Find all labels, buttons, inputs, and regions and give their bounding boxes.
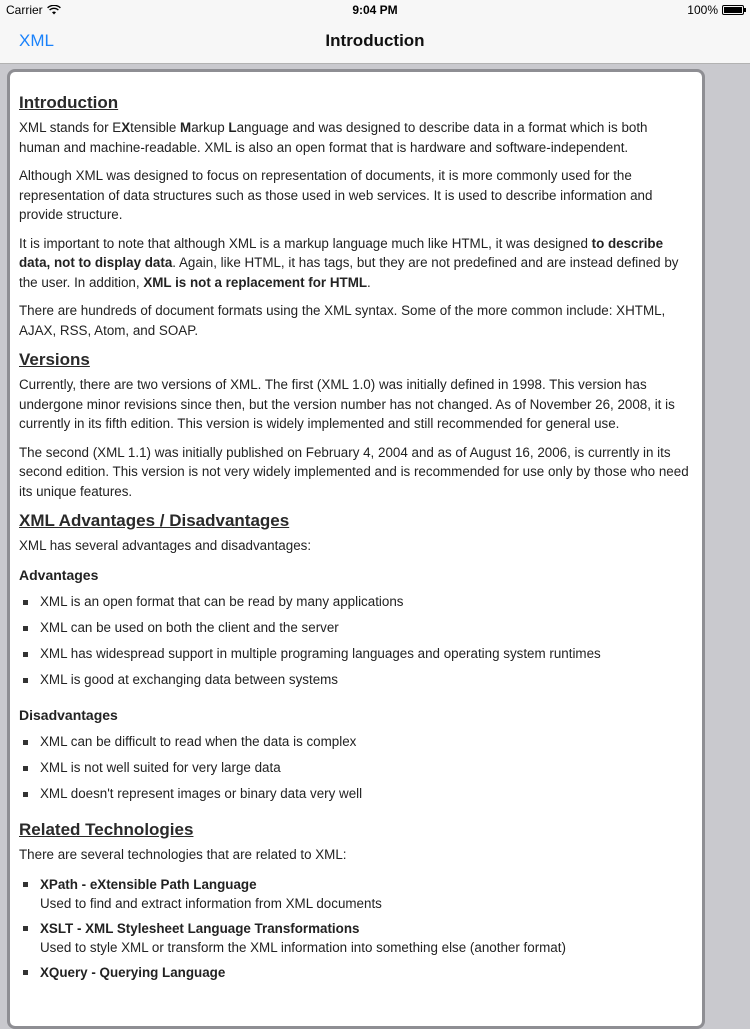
tech-description: Used to style XML or transform the XML information into something else (another format) xyxy=(40,940,566,955)
tech-description: Used to find and extract information from XML documents xyxy=(40,896,382,911)
intro-paragraph-2: Although XML was designed to focus on representation of documents, it is more commonly used for the representation of data structures such as those used in web services. It is used to describe information and provide structure. xyxy=(19,168,653,222)
versions-paragraph-1: Currently, there are two versions of XML. The first (XML 1.0) was initially defined in 1998. This version has undergone minor revisions since then, but the version number has not changed. As of November 26, 2008, it is currently in its fifth edition. This version is widely implemented and still recommended for general use. xyxy=(19,377,675,431)
list-item: XML is an open format that can be read by many applications xyxy=(19,589,692,615)
list-item: XML is good at exchanging data between systems xyxy=(19,667,692,693)
tech-name: XSLT - XML Stylesheet Language Transformations xyxy=(40,921,360,936)
navigation-bar xyxy=(0,20,750,64)
related-technologies-list xyxy=(19,873,692,986)
page-title: Introduction xyxy=(325,31,425,50)
related-intro: There are several technologies that are related to XML: xyxy=(19,846,347,862)
status-bar xyxy=(0,0,750,20)
content-card[interactable] xyxy=(7,69,705,1029)
tech-name: XPath - eXtensible Path Language xyxy=(40,877,257,892)
intro-paragraph-3: It is important to note that although XML is a markup language much like HTML, it was designed to describe data, not to display data. Again, like HTML, it has tags, but they are not predefined and are instead defined by the user. In addition, XML is not a replacement for HTML. xyxy=(19,235,679,290)
battery-icon xyxy=(722,5,744,15)
advantages-list xyxy=(19,589,692,693)
section-heading-advantages: XML Advantages / Disadvantages xyxy=(19,511,290,530)
intro-paragraph-1: XML stands for EXtensible Markup Language and was designed to describe data in a format which is both human and machine-readable. XML is also an open format that is hardware and software-independent. xyxy=(19,120,648,155)
advantages-heading: Advantages xyxy=(19,566,99,583)
list-item: XML is not well suited for very large data xyxy=(19,755,692,781)
list-item xyxy=(19,873,692,917)
section-heading-related-technologies: Related Technologies xyxy=(19,819,194,839)
list-item: XML can be difficult to read when the data is complex xyxy=(19,729,692,755)
section-heading-versions: Versions xyxy=(19,350,90,369)
versions-paragraph-2: The second (XML 1.1) was initially published on February 4, 2004 and as of August 16, 2006, is currently in its second edition. This version is not very widely implemented and is recommended for use only by those who need its unique features. xyxy=(19,444,689,499)
list-item: XML has widespread support in multiple programing languages and operating system runtimes xyxy=(19,641,692,667)
list-item xyxy=(19,917,692,961)
intro-paragraph-4: There are hundreds of document formats using the XML syntax. Some of the more common include: XHTML, AJAX, RSS, Atom, and SOAP. xyxy=(19,303,666,338)
status-time: 9:04 PM xyxy=(352,3,398,17)
tech-name: XQuery - Querying Language xyxy=(40,965,226,980)
list-item xyxy=(19,961,692,986)
section-heading-introduction: Introduction xyxy=(19,93,119,112)
carrier-label: Carrier xyxy=(6,3,43,17)
status-right xyxy=(687,3,744,17)
list-item: XML doesn't represent images or binary data very well xyxy=(19,781,692,807)
battery-percent: 100% xyxy=(687,3,718,17)
disadvantages-heading: Disadvantages xyxy=(19,706,118,723)
advantages-intro: XML has several advantages and disadvantages: xyxy=(19,538,312,553)
disadvantages-list xyxy=(19,729,692,807)
back-button[interactable]: XML xyxy=(19,31,54,50)
list-item: XML can be used on both the client and the server xyxy=(19,615,692,641)
